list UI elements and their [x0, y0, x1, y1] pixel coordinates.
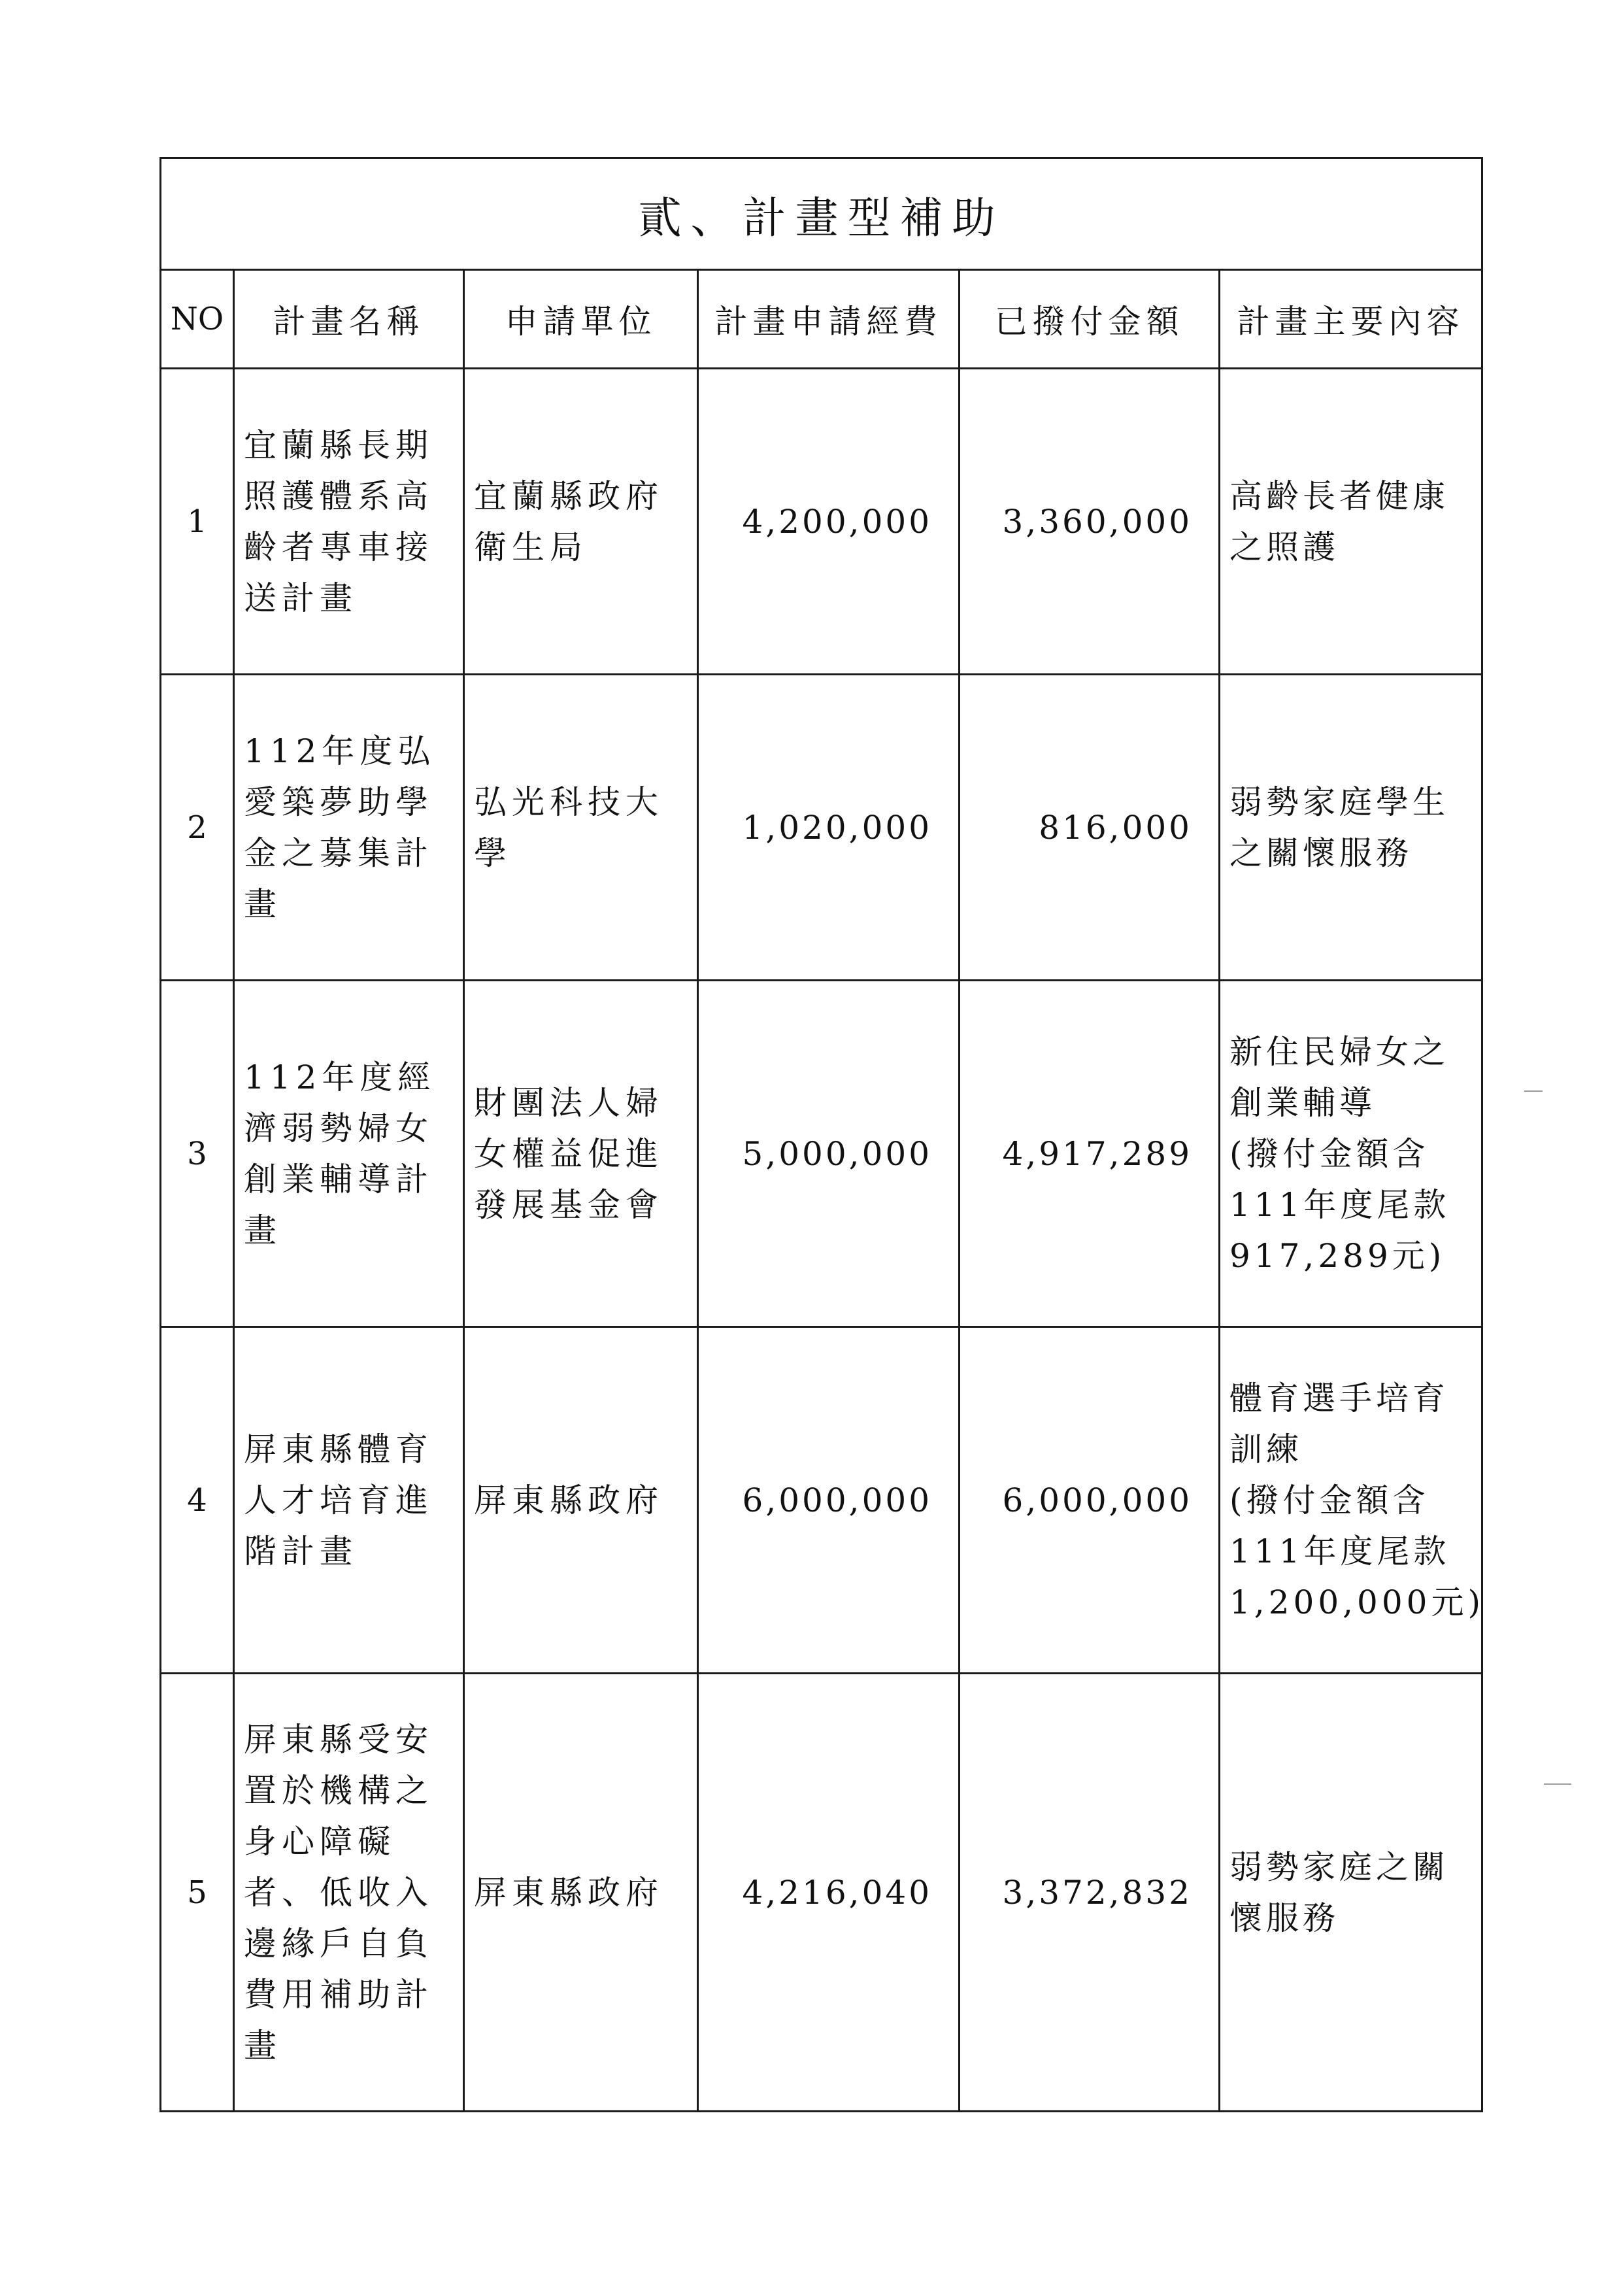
table-row	[161, 675, 1482, 981]
header-plan-name: 計畫名稱	[234, 270, 464, 369]
paid-amount: 816,000	[960, 675, 1220, 981]
paid-amount: 3,360,000	[960, 369, 1220, 675]
main-content	[1220, 1674, 1482, 2112]
plan-name: 112年度弘愛築夢助學金之募集計畫	[234, 675, 464, 981]
content-line: (撥付金額含	[1229, 1481, 1429, 1519]
applicant-unit: 宜蘭縣政府衛生局	[464, 369, 698, 675]
content-line: (撥付金額含	[1229, 1134, 1429, 1173]
requested-budget: 6,000,000	[698, 1327, 960, 1674]
paid-amount: 3,372,832	[960, 1674, 1220, 2112]
content-line: 懷服務	[1229, 1899, 1339, 1937]
content-line: 創業輔導	[1229, 1083, 1376, 1122]
header-row	[161, 270, 1482, 369]
content-line: 111年度尾款	[1229, 1532, 1450, 1570]
applicant-unit: 財團法人婦女權益促進發展基金會	[464, 981, 698, 1327]
paid-amount: 4,917,289	[960, 981, 1220, 1327]
requested-budget: 4,216,040	[698, 1674, 960, 2112]
table-row	[161, 1327, 1482, 1674]
content-line: 之關懷服務	[1229, 834, 1412, 872]
row-no: 2	[161, 675, 234, 981]
header-requested-budget: 計畫申請經費	[698, 270, 960, 369]
applicant-unit: 弘光科技大學	[464, 675, 698, 981]
title-row	[161, 158, 1482, 270]
header-paid-amount: 已撥付金額	[960, 270, 1220, 369]
row-no: 5	[161, 1674, 234, 2112]
main-content	[1220, 1327, 1482, 1674]
content-line: 體育選手培育	[1229, 1379, 1449, 1417]
table-row	[161, 1674, 1482, 2112]
row-no: 1	[161, 369, 234, 675]
content-line: 高齡長者健康	[1229, 477, 1449, 515]
main-content	[1220, 675, 1482, 981]
row-no: 4	[161, 1327, 234, 1674]
content-line: 111年度尾款	[1229, 1185, 1450, 1224]
content-line: 1,200,000元)	[1229, 1583, 1484, 1621]
content-line: 弱勢家庭學生	[1229, 783, 1449, 821]
plan-name: 112年度經濟弱勢婦女創業輔導計畫	[234, 981, 464, 1327]
main-content	[1220, 981, 1482, 1327]
scan-speck	[1544, 1783, 1571, 1785]
table-title: 貳、計畫型補助	[161, 158, 1482, 270]
requested-budget: 5,000,000	[698, 981, 960, 1327]
header-main-content: 計畫主要內容	[1220, 270, 1482, 369]
content-line: 917,289元)	[1229, 1236, 1446, 1275]
paid-amount: 6,000,000	[960, 1327, 1220, 1674]
content-line: 訓練	[1229, 1430, 1303, 1468]
plan-name: 屏東縣受安置於機構之身心障礙者、低收入邊緣戶自負費用補助計畫	[234, 1674, 464, 2112]
content-line: 弱勢家庭之關	[1229, 1848, 1449, 1886]
content-line: 新住民婦女之	[1229, 1032, 1449, 1071]
table-row	[161, 369, 1482, 675]
scan-speck	[1524, 1090, 1543, 1092]
header-applicant: 申請單位	[464, 270, 698, 369]
table-row	[161, 981, 1482, 1327]
main-content	[1220, 369, 1482, 675]
plan-name: 宜蘭縣長期照護體系高齡者專車接送計畫	[234, 369, 464, 675]
requested-budget: 1,020,000	[698, 675, 960, 981]
subsidy-table	[159, 157, 1483, 2112]
plan-name: 屏東縣體育人才培育進階計畫	[234, 1327, 464, 1674]
content-line: 之照護	[1229, 528, 1339, 566]
header-no: NO	[161, 270, 234, 369]
requested-budget: 4,200,000	[698, 369, 960, 675]
applicant-unit: 屏東縣政府	[464, 1674, 698, 2112]
applicant-unit: 屏東縣政府	[464, 1327, 698, 1674]
row-no: 3	[161, 981, 234, 1327]
